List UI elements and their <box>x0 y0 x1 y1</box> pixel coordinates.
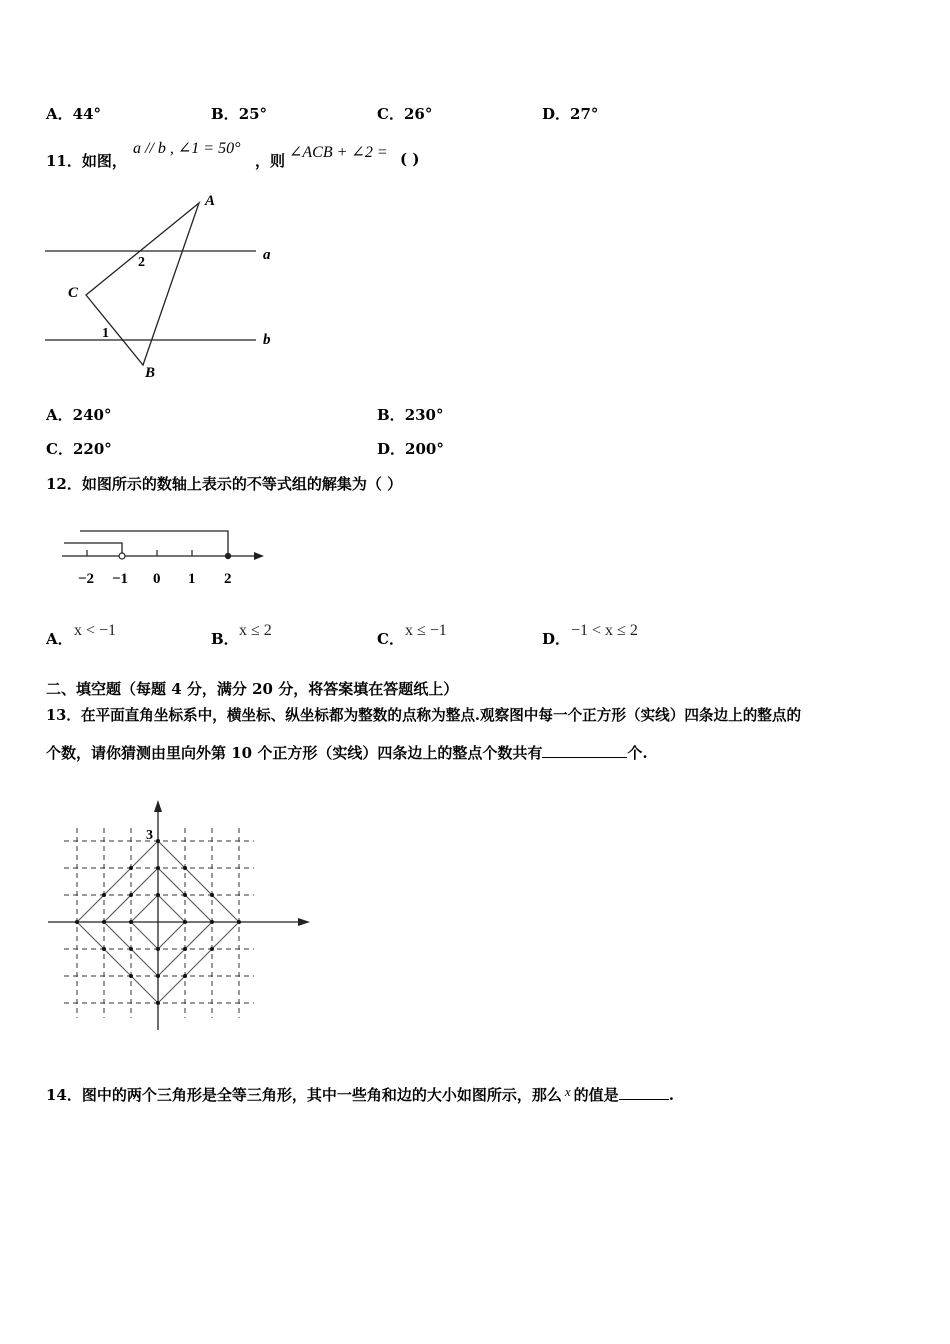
lattice-point <box>129 893 133 897</box>
label-1: 1 <box>102 326 109 341</box>
lattice-point <box>156 839 160 843</box>
q12-option-b-value: x ≤ 2 <box>239 622 272 639</box>
lattice-point <box>237 920 241 924</box>
q10-option-c: C．26° <box>377 105 433 123</box>
lattice-point <box>210 920 214 924</box>
label-B: B <box>145 365 156 381</box>
lattice-point <box>129 974 133 978</box>
y-axis-arrow <box>154 800 162 812</box>
tick-label-0: 0 <box>153 571 161 587</box>
q10-option-a: A．44° <box>46 105 102 123</box>
q11-then-text: ，则 <box>255 152 286 170</box>
q12-option-a-letter: A． <box>46 630 73 648</box>
q11-expression: ∠ACB + ∠2 = <box>289 144 388 161</box>
lattice-point <box>102 947 106 951</box>
q12-option-c-letter: C． <box>377 630 404 648</box>
label-2: 2 <box>138 255 145 270</box>
lattice-point <box>129 947 133 951</box>
q11-paren: ( ) <box>400 150 420 168</box>
q12-option-d-letter: D． <box>542 630 571 648</box>
lattice-point <box>183 893 187 897</box>
q12-option-c-value: x ≤ −1 <box>405 622 447 639</box>
lattice-point <box>156 866 160 870</box>
q14-text: 14．图中的两个三角形是全等三角形，其中一些角和边的大小如图所示，那么 x 的值是 . <box>46 1084 674 1104</box>
lattice-point <box>183 947 187 951</box>
tick-label-neg2: −2 <box>78 571 95 587</box>
lattice-point <box>156 974 160 978</box>
label-a: a <box>263 247 271 263</box>
q11-number: 11．如图， <box>46 152 127 170</box>
label-b: b <box>263 332 271 348</box>
lattice-point <box>210 947 214 951</box>
label-A: A <box>205 193 216 209</box>
y-label-3: 3 <box>146 828 153 843</box>
lattice-point <box>156 1001 160 1005</box>
q12-option-a-value: x < −1 <box>74 622 117 639</box>
lattice-point <box>129 866 133 870</box>
q11-option-d: D．200° <box>377 440 444 458</box>
label-C: C <box>68 285 79 301</box>
q11-option-c: C．220° <box>46 440 112 458</box>
q11-option-a: A．240° <box>46 406 112 424</box>
lattice-point <box>210 893 214 897</box>
lattice-point <box>183 920 187 924</box>
x-axis-arrow <box>298 918 310 926</box>
q13-line2: 个数，请你猜测由里向外第 10 个正方形（实线）四条边上的整点个数共有 个. <box>46 744 648 762</box>
lattice-point <box>156 947 160 951</box>
q13-line1: 13．在平面直角坐标系中，横坐标、纵坐标都为整数的点称为整点.观察图中每一个正方形（实线）四条边上的整点的 <box>46 707 802 724</box>
lattice-point <box>156 893 160 897</box>
q12-option-b-letter: B． <box>211 630 239 648</box>
lattice-point <box>183 974 187 978</box>
q14-variable: x <box>564 1084 571 1099</box>
lattice-point <box>102 920 106 924</box>
q12-stem: 12．如图所示的数轴上表示的不等式组的解集为（ ） <box>46 475 403 493</box>
tick-label-1: 1 <box>188 571 196 587</box>
q14-answer-blank <box>619 1085 669 1100</box>
lattice-point <box>129 920 133 924</box>
tick-label-neg1: −1 <box>112 571 129 587</box>
lattice-point <box>102 893 106 897</box>
tick-label-2: 2 <box>224 571 232 587</box>
section2-heading: 二、填空题（每题 4 分，满分 20 分，将答案填在答题纸上） <box>46 680 459 698</box>
lattice-point <box>183 866 187 870</box>
lattice-point <box>75 920 79 924</box>
q10-option-d: D．27° <box>542 105 599 123</box>
q11-condition: a // b , ∠1 = 50° <box>133 140 241 157</box>
q11-option-b: B．230° <box>377 406 444 424</box>
q10-option-b: B．25° <box>211 105 268 123</box>
dashed-grid <box>64 828 254 1018</box>
q12-option-d-value: −1 < x ≤ 2 <box>571 622 638 639</box>
